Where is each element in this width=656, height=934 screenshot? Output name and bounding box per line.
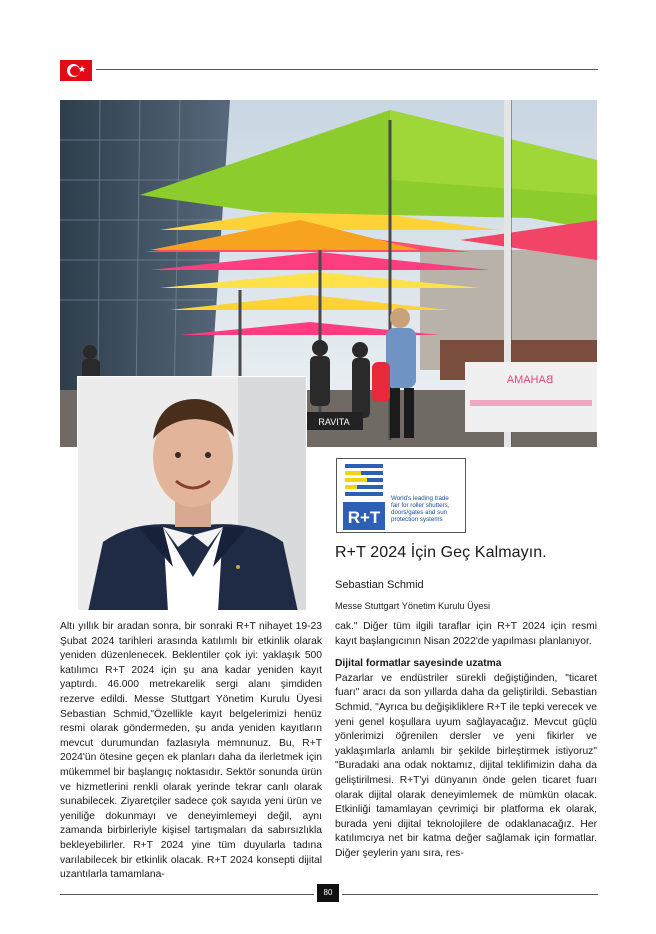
author-portrait — [77, 376, 307, 611]
left-column-text: Altı yıllık bir aradan sonra, bir sonraki R+T nihayet 19-23 Şubat 2024 tarihleri arasında katılımlı bir etkinlik olarak yeniden düzenlenecek. Beklentiler çok iyi: yaklaşık 500 katılımcı R+T 2024 için şu ana kadar yeniden kayıt yaptırdı. 46.000 metrekarelik sergi alanı şimdiden rezerve edildi. Messe Stuttgart Yönetim Kurulu Üyesi Sebastian Schmid,"Özellikle kayıt belgelerimizi henüz resmi olarak göndermeden, şu anda yeniden kayıtların mevcut durumundan fazlasıyla memnunuz. Bu, R+T 2024'ün ötesine geçen ek planları daha da ilerletmek için mükemmel bir başlangıç noktasıdır. Sektör sonunda ürün ve hizmetlerini renkli olarak yerinde tekrar canlı olarak sunabilecek. Ziyaretçiler sadece çok sayıda yeni ürün ve yeniliğe dokunmayı ve deneyimlemeyi değil, aynı zamanda birbirleriyle kişisel tartışmaları da sabırsızlıkla bekleyebilirler. R+T 2024 yine tüm duyularla tadına varılabilecek bir etkinlik olacak. R+T 2024 konsepti dijital uzantılarla tamamlana- — [60, 621, 322, 881]
rt-logo-mark: R+T — [347, 508, 381, 527]
footer-rule-left — [60, 894, 314, 895]
header-rule — [96, 69, 598, 70]
right-column-intro: cak." Diğer tüm ilgili taraflar için R+T 2024 için resmi kayıt başlangıcının Nisan 2022'de yapılması planlanıyor. — [335, 621, 597, 647]
article-subheading: Dijital formatlar sayesinde uzatma — [335, 658, 502, 670]
bahama-sign: BAHAMA — [506, 374, 554, 386]
logo-tagline: World's leading trade fair for roller shutters, doors/gates and sun protection systems — [391, 495, 450, 523]
author-role: Messe Stuttgart Yönetim Kurulu Üyesi — [335, 601, 491, 611]
rt-logo — [336, 458, 466, 533]
article-title: R+T 2024 İçin Geç Kalmayın. — [335, 544, 547, 561]
article-right-column — [335, 620, 597, 862]
footer-rule-right — [342, 894, 598, 895]
ravita-sign: RAVITA — [318, 417, 350, 427]
right-column-body: Pazarlar ve endüstriler sürekli değiştiğinden, "ticaret fuarı" aracı da son yıllarda daha da geliştirildi. Sebastian Schmid, "Ayrıca bu değişikliklere R+T ile tepki verecek ve yeni genel koşullara uyum sağlayacağız. Mevcut güçlü yönlerimizi öğrenilen dersler ve yeni fikirler ve yaklaşımlarla anlamlı bir şekilde birleştirmek istiyoruz" "Buradaki ana odak noktamız, dijital teklifimizin daha da geliştirilmesi. R+T'yi dünyanın önde gelen ticaret fuarı olarak dijital olarak deneyimlemek de mümkün olacak. Etkinliği tamamlayan çevrimiçi bir platforma ek olarak, burada yeni dijital teknolojilere de odaklanacağız. Her katılımcıya net bir katma değer sağlamak için formatlar. Diğer şeylerin yanı sıra, res- — [335, 672, 597, 859]
article-left-column — [60, 620, 322, 883]
page-number: 80 — [317, 884, 339, 902]
turkey-flag-icon: ★ — [60, 60, 92, 81]
author-name: Sebastian Schmid — [335, 579, 424, 591]
